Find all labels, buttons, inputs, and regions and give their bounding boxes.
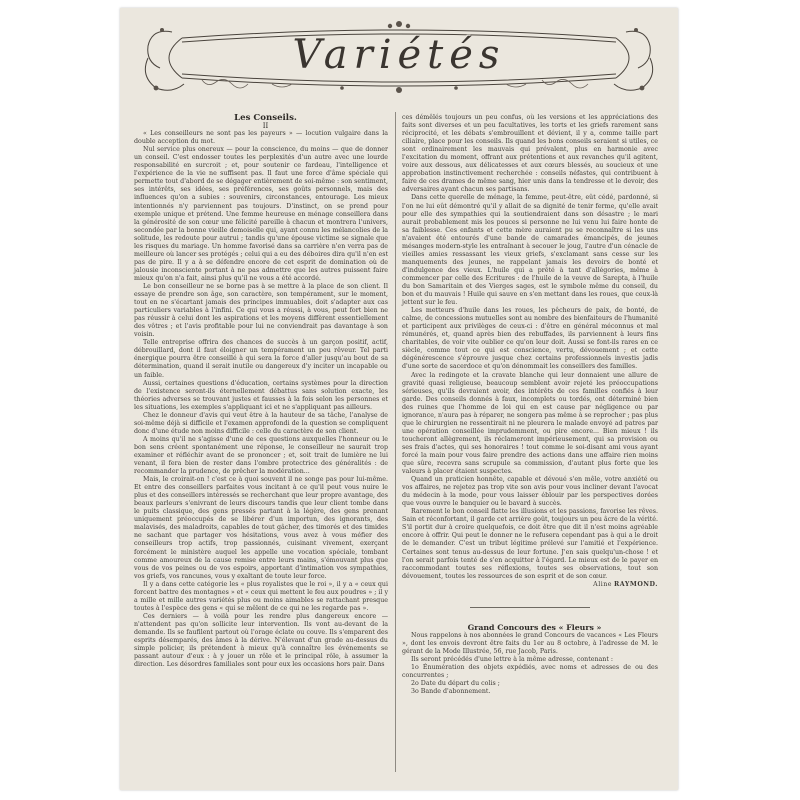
concours-item: 2o Date du départ du colis ; bbox=[411, 680, 500, 688]
column-divider bbox=[395, 112, 396, 772]
varietes-banner bbox=[142, 18, 656, 96]
concours-item: 3o Bande d'abonnement. bbox=[411, 688, 491, 696]
paragraph: Dans cette querelle de ménage, la femme, peut-être, eût cédé, pardonné, si l'on ne lui eût démontré qu'il y allait de sa dignité de tenir ferme, qu'elle avait pour elle des sympathies qui la soutiendraient dans son désastre ; le mari aurait probablement mis les pouces si personne ne lui venu lui faire honte de sa faiblesse. Ces enfants et cette mère auraient pu se reconnaître si les uns n'avaient été entourés d'une bande de camarades émancipés, de jeunes mésanges modern-style les entraînant à secouer le joug, l'autre d'un cénacle de vieilles amies ressassant les vieux griefs, s'exclamant sans cesse sur les manquements des jeunes, ne rappelant jamais les devoirs de bonté et d'indulgence des vieux. L'huile qui a prêté à tant d'allégories, même à commencer par celle des Ecritures : de l'huile de la veuve de Sarepta, à l'huile du bon Samaritain et des Vierges sages, est le symbole même du conseil, du bon et du mauvais ! Huile qui sauve en s'en mettant dans les roues, que ceux-là jettent sur le feu. bbox=[402, 194, 658, 307]
paragraph: Avec la redingote et la cravate blanche qui leur donnaient une allure de gravité quasi religieuse, beaucoup semblent avoir rejeté les préoccupations sérieuses, qu'ils devraient avoir, des intérêts de ces familles confiés à leur garde. Des conseils donnés à faux, incomplets ou tordés, ont déterminé bien des ruines que l'homme de loi qui en est cause par négligence ou par ignorance, n'aura pas à réparer, ne songera pas même à se reprocher ; pas plus que le chirurgien ne ressentirait ni ne pleurera le malade envoyé ad patres par une opération conseillée imprudemment, ou pire encore... Bien mieux ! ils toucheront allègrement, ils réclameront impérieusement, qui sa provision ou ses frais d'actes, qui ses honoraires ! tout comme le soi-disant ami vous ayant forcé la main pour vous faire prendre des actions dans une affaire rien moins que sûre, recevra sans scrupule sa commission, d'autant plus forte que les valeurs à placer étaient suspectes. bbox=[402, 371, 658, 476]
concours-lead: Ils seront précédés d'une lettre à la même adresse, contenant : bbox=[411, 655, 614, 663]
paragraph: Les metteurs d'huile dans les roues, les pêcheurs de paix, de bonté, de calme, de concessions mutuelles sont au nombre des bienfaiteurs de l'humanité et participent aux privilèges de ceux-ci : d'être en général méconnus et mal rémunérés, et, quand après bien des rebuffades, ils parviennent à leurs fins charitables, de voir vite oublier ce qu'on leur doit. Aussi se font-ils rares en ce siècle, comme tout ce qui est conscience, vertu, dévouement ; et cette dégénérescence s'éprouve jusque chez certains professionnels investis jadis d'une sorte de sacerdoce et qu'on dénommait les conseillers des familles. bbox=[402, 307, 658, 371]
paragraph: Il y a dans cette catégorie les « plus royalistes que le roi », il y a « ceux qui forcent battre des montagnes » et « ceux qui mettent le feu aux poudres » ; il y a mille et mille autres variétés plus ou moins aimables se rattachant presque toutes à l'espèce des gens « qui se mêlent de ce qui ne les regarde pas ». bbox=[134, 580, 388, 612]
paragraph: A moins qu'il ne s'agisse d'une de ces questions auxquelles l'honneur ou le bon sens créent spontanément une réponse, le conseilleur ne saurait trop examiner et réfléchir avant de se prononcer ; et, soit trait de lumière ne lui venant, il fera bien de rester dans l'ombre protectrice des généralités : de recommander la prudence, de prêcher la modération... bbox=[134, 435, 388, 476]
paragraph: Aussi, certaines questions d'éducation, certains systèmes pour la direction de l'existence seront-ils éternellement débattus sans solution exacte, les théories adverses se trouvant justes et fausses à la fois selon les personnes et les situations, les exemples s'appliquant ici et ne s'appliquant pas ailleurs. bbox=[134, 379, 388, 411]
left-column bbox=[134, 114, 388, 669]
paragraph: Nul service plus onereux — pour la conscience, du moins — que de donner un conseil. C'est endosser toutes les perplexités d'un autre avec une lourde responsabilité en surcroit ; et, pour soutenir ce fardeau, l'intelligence et l'expérience de la vie ne suffisent pas. Il faut une force d'âme spéciale qui permette tout d'abord de se dégager entièrement de soi-même : son sentiment, ses intérêts, ses idées, ses préférences, ses goûts personnels, mais des influences qu'on a subies : souvenirs, circonstances, entourage. Les mieux intentionnés n'y parviennent pas toujours. D'instinct, on se prend pour exemple unique et prétend. Une femme heureuse en ménage conseillera dans la générosité de son cœur une félicité pareille à chacun et montrera l'univers, secondée par la bonne vieille demoiselle qui, ayant connu les mélancolies de la solitude, les redoute pour autrui ; tandis qu'une épouse victime se signale que les risques du mariage. Un homme favorisé dans sa carrière n'en verra pas de meilleure où lancer ses protégés ; celui qui a eu des déboires dira qu'il n'en est pas de pire. Il y a à se défendre encore de cet esprit de domination où de jalousie inconsciente portant à ne pas admettre que les autres puissent faire mieux qu'on n'a fait, ainsi plus qu'il ne vous a été accordé. bbox=[134, 146, 389, 282]
signature-last-name: RAYMOND. bbox=[614, 580, 658, 588]
paragraph: Ces derniers — à voilà pour les rendre plus dangereux encore — n'attendent pas qu'on sollicite leur intervention. Ils vont au-devant de la demande. Ils se faufilent partout où l'orage éclate ou couve. Ils s'emparent des esprits désemparés, des âmes à la dérive. N'élevant d'un grade au-dessus du simple policier, ils prétendent à mieux qu'à connaître les événements se passant autour d'eux : à y jouer un rôle et le principal rôle, à assumer la direction. Les désordres familiales sont pour eux les occasions hors pair. Dans bbox=[134, 612, 388, 669]
section-title: Variétés bbox=[292, 32, 506, 78]
paragraph: « Les conseilleurs ne sont pas les payeurs » — locution vulgaire dans la double acception du mot. bbox=[134, 130, 388, 146]
concours-title: Grand Concours des « Fleurs » bbox=[467, 622, 602, 632]
article-number: II bbox=[262, 122, 269, 131]
paragraph: Telle entreprise offrira des chances de succès à un garçon positif, actif, débrouillard, dont il faut éloigner un tempérament un peu rêveur. Tel parti énergique pourra être conseillé à qui sera la force d'aller jusqu'au bout de sa détermination, quand il serait inutile ou dangereux d'y inciter un incapable ou un faible. bbox=[134, 339, 388, 379]
section-separator bbox=[470, 607, 590, 608]
paragraph: Mais, le croirait-on ! c'est ce à quoi souvent il ne songe pas pour lui-même. Et entre des conseillers parfaites vous incitant à ce qu'il peut vous nuire le plus et des conseillers intéressés se recherchant que leur propre avantage, des beaux parleurs s'enivrant de leurs discours tandis que leur client tombe dans le puits classique, des gens pressés partant à la légère, des gens prenant uniquement préoccupés de se libérer d'un importun, des ignorants, des malavisés, des maladroits, capables de tout gâcher, des timorés et des timides ne sachant que partager vos hésitations, vous avez à vous méfier des conseilleurs trop actifs, trop passionnés, cuisinant vivement, exerçant forcément le ministère auquel les appelle une vocation spéciale, tombant comme amoureux de la cause remise entre leurs mains, s'émouvant plus que vous de vos peines ou de vos espoirs, apportant d'intimation vos sympathies, vos griefs, vos rancunes, vous y exaltant de toute leur force. bbox=[134, 476, 388, 580]
concours-item: 1o Énumération des objets expédiés, avec noms et adresses de ou des concurrentes ; bbox=[402, 664, 658, 680]
right-column bbox=[402, 114, 658, 696]
paragraph: Chez le donneur d'avis qui veut être à la hauteur de sa tâche, l'analyse de soi-même déjà si difficile et l'examen approfondi de la question se compliquent donc d'une étude non moins difficile : celle du caractère de son client. bbox=[134, 411, 388, 435]
concours-intro: Nous rappelons à nos abonnées le grand Concours de vacances « Les Fleurs », dont les envois devront être faits du 1er au 8 octobre, à l'adresse de M. le gérant de la Mode Illustrée, 56, rue Jacob, Paris. bbox=[402, 631, 658, 655]
signature-first-name: Aline bbox=[593, 580, 613, 588]
magazine-page bbox=[120, 8, 678, 790]
article-title: Les Conseils. bbox=[234, 113, 297, 123]
paragraph: Rarement le bon conseil flatte les illusions et les passions, favorise les rêves. Sain et réconfortant, il garde cet arrière goût, toujours un peu âcre de la vérité. S'il portit dur à croire quelquefois, ce doit être que dit il n'est moins agréable encore à offrir. Qui peut le donner ne le refusera cependant pas à qui a le droit de le demander. C'est un tribut légitime prélevé sur l'amitié et l'expérience. Certaines sont tenus au-dessus de leur fortune. J'en sais quelqu'un-chose ! et l'on serait parfois tenté de s'en acquitter à l'égard. Le mieux est de le payer en raccommodant toutes ses réflexions, toutes ses observations, tout son dévouement, toutes les ressources de son esprit et de son cœur. bbox=[402, 508, 659, 580]
paragraph: Le bon conseilleur ne se borne pas à se mettre à la place de son client. Il essaye de prendre son âge, son caractère, son tempérament, sur le moment, tout en ne s'écartant jamais des principes immuables, doit s'adapter aux cas particuliers variables à l'infini. Ce qui vous a réussi, à vous, peut fort bien ne pas réussir à celui dont les aspirations et les moyens diffèrent essentiellement des vôtres ; et l'avis profitable pour lui ne conviendrait pas davantage à son voisin. bbox=[134, 282, 388, 339]
author-signature bbox=[402, 581, 658, 589]
paragraph: Quand un praticien honnête, capable et dévoué s'en mêle, votre anxiété ou vos affaires, ne rejetez pas trop vite son avis pour vous incliner devant l'avocat du médecin à la mode, pour vous laisser éblouir par les perspectives dorées que vous ouvre le banquier ou le bavard à succès. bbox=[402, 476, 658, 508]
paragraph: ces démêlés toujours un peu confus, où les versions et les appréciations des faits sont diverses et un peu facultatives, les torts et les griefs rarement sans réciprocité, et les débats s'embrouillent et dévient, il y a, comme taille part ciliaire, place pour les conseils. Ils quand les bons conseils seraient si utiles, ce sont ordinairement les mauvais qui prévalent, plus en harmonie avec l'excitation du moment, offrant aux prétentions et aux revanches qu'il agitent, voire aux dessous, aux délicatesses et aux cœurs blessés, au soucieux et une approbation instinctivement recherchée : conseils néfastes, qui contribuent à faire de ces drames de même sang, hier unis dans la tendresse et le devoir, des adversaires ayant chacun ses partisans. bbox=[402, 114, 658, 194]
